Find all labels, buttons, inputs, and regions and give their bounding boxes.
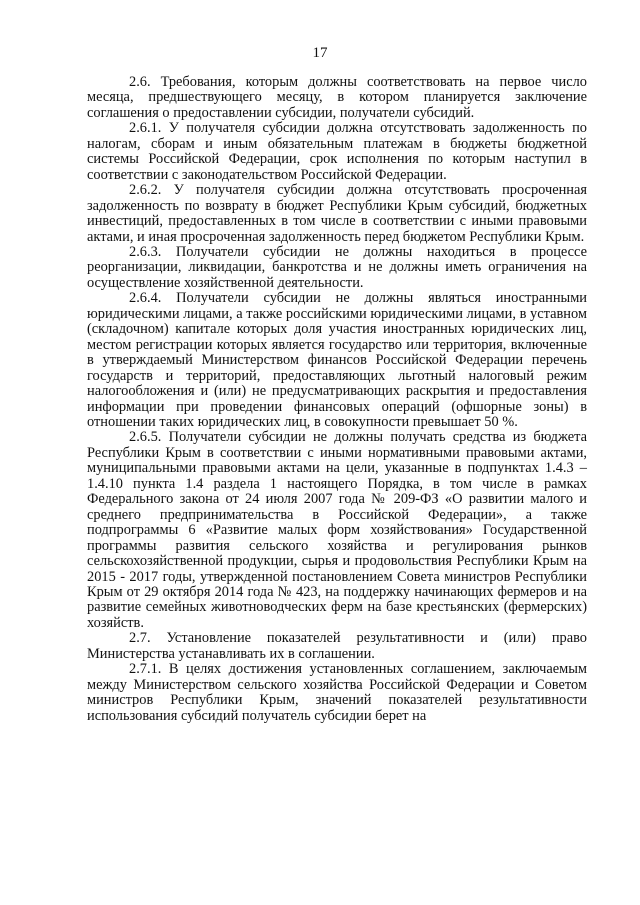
paragraph-2-6-5: 2.6.5. Получатели субсидии не должны получать средства из бюджета Республики Крым в соответствии с иными нормативными правовыми актами, муниципальными правовыми актами на цели, указанные в подпунктах 1.4.3 – 1.4.10 пункта 1.4 раздела 1 настоящего Порядка, в том числе в рамках Федерального закона от 24 июля 2007 года № 209-ФЗ «О развитии малого и среднего предпринимательства в Российской Федерации», а также подпрограммы 6 «Развитие малых форм хозяйствования» Государственной программы развития сельского хозяйства и регулирования рынков сельскохозяйственной продукции, сырья и продовольствия Республики Крым на 2015 - 2017 годы, утвержденной постановлением Совета министров Республики Крым от 29 октября 2014 года № 423, на поддержку начинающих фермеров и на развитие семейных животноводческих ферм на базе крестьянских (фермерских) хозяйств. bbox=[87, 429, 587, 631]
paragraph-2-7: 2.7. Установление показателей результативности и (или) право Министерства устанавливать их в соглашении. bbox=[87, 630, 587, 662]
paragraph-2-6-1: 2.6.1. У получателя субсидии должна отсутствовать задолженность по налогам, сборам и иным обязательным платежам в бюджеты бюджетной системы Российской Федерации, срок исполнения по которым наступил в соответствии с законодательством Российской Федерации. bbox=[87, 120, 587, 183]
paragraph-2-6-2: 2.6.2. У получателя субсидии должна отсутствовать просроченная задолженность по возврату в бюджет Республики Крым субсидий, бюджетных инвестиций, предоставленных в том числе в соответствии с иными правовыми актами, и иная просроченная задолженность перед бюджетом Республики Крым. bbox=[87, 182, 587, 245]
paragraph-2-6-4: 2.6.4. Получатели субсидии не должны являться иностранными юридическими лицами, а также российскими юридическими лицами, в уставном (складочном) капитале которых доля участия иностранных юридических лиц, местом регистрации которых является государство или территория, включенные в утверждаемый Министерством финансов Российской Федерации перечень государств и территорий, предоставляющих льготный налоговый режим налогообложения и (или) не предусматривающих раскрытия и предоставления информации при проведении финансовых операций (офшорные зоны) в отношении таких юридических лиц, в совокупности превышает 50 %. bbox=[87, 290, 587, 430]
paragraph-2-6: 2.6. Требования, которым должны соответствовать на первое число месяца, предшествующего месяцу, в котором планируется заключение соглашения о предоставлении субсидии, получатели субсидий. bbox=[87, 74, 587, 121]
paragraph-2-6-3: 2.6.3. Получатели субсидии не должны находиться в процессе реорганизации, ликвидации, банкротства и не должны иметь ограничения на осуществление хозяйственной деятельности. bbox=[87, 243, 587, 291]
paragraph-2-7-1: 2.7.1. В целях достижения установленных соглашением, заключаемым между Министерством сельского хозяйства Российской Федерации и Советом министров Республики Крым, значений показателей результативности использования субсидий получатель субсидии берет на bbox=[87, 661, 587, 724]
page-number: 17 bbox=[312, 45, 328, 61]
document-body bbox=[87, 75, 587, 724]
